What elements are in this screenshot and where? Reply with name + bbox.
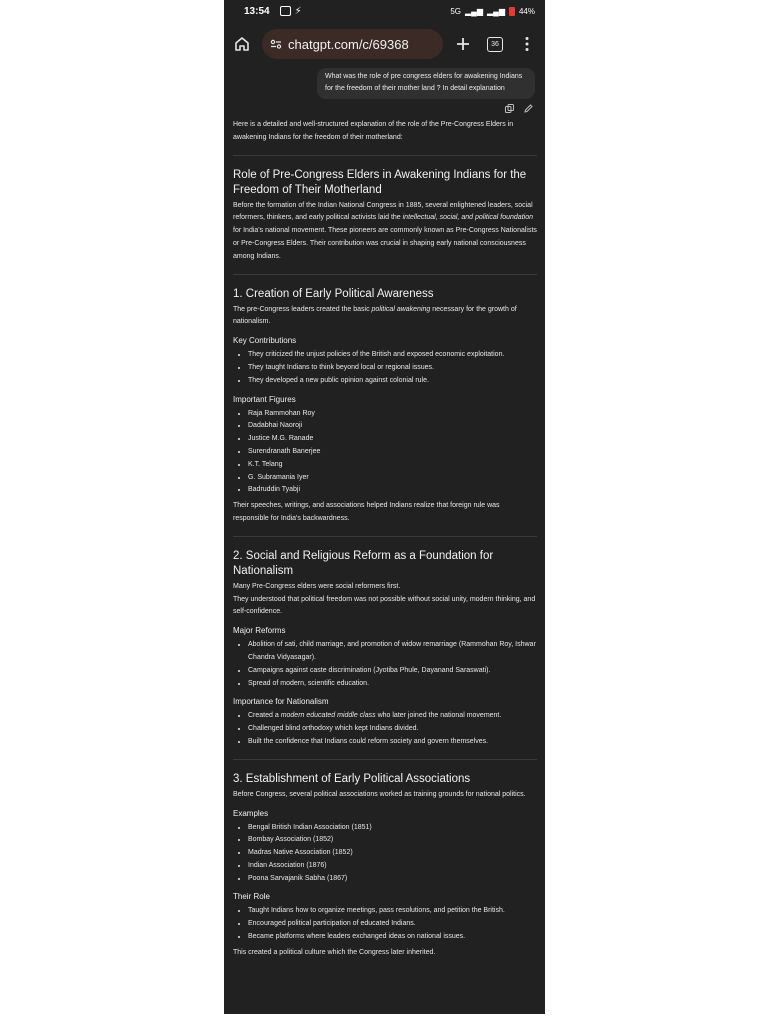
user-message-text: What was the role of pre congress elders for awakening Indians for the freedom of their mother land ? In detail explanation: [325, 73, 523, 92]
battery-icon: [509, 7, 515, 16]
section-2-paragraph-2: They understood that political freedom was not possible without social unity, modern thinking, and self-confidence.: [233, 595, 536, 616]
address-bar[interactable]: [262, 29, 443, 59]
list-item: • Campaigns against caste discrimination (Jyotiba Phule, Dayanand Saraswati).: [248, 665, 537, 678]
list-item: • Bengal British Indian Association (1851): [248, 822, 537, 835]
contributions-list: [233, 349, 537, 387]
flash-icon: ⚡: [294, 5, 302, 17]
list-item: • Taught Indians how to organize meetings, pass resolutions, and petition the British.: [248, 905, 537, 918]
user-message-bubble: [317, 68, 535, 99]
section-1-sub-figures: Important Figures: [233, 394, 296, 404]
site-settings-icon[interactable]: [270, 38, 282, 50]
divider: [233, 274, 537, 275]
divider: [233, 536, 537, 537]
chat-content: [224, 68, 545, 960]
s1-para-emphasis: political awakening: [371, 305, 431, 313]
section-3-sub-role: Their Role: [233, 892, 270, 902]
importance-list: [233, 710, 537, 748]
section-3-sub-examples: Examples: [233, 808, 269, 818]
phone-screen: [224, 0, 545, 1014]
main-para-text-1: Before the formation of the Indian National Congress in 1885, several enlightened leaders, social reformers, thinkers, and early political activists laid the: [233, 201, 533, 222]
tab-count: 36: [487, 37, 503, 52]
signal-icon: ▂▄▆: [465, 6, 483, 16]
home-icon[interactable]: [230, 32, 254, 56]
section-3-title: 3. Establishment of Early Political Associations: [233, 772, 471, 785]
list-item: • Dadabhai Naoroji: [248, 420, 537, 433]
section-2-sub-reforms: Major Reforms: [233, 626, 286, 636]
list-item: • Badruddin Tyabji: [248, 484, 537, 497]
section-1-title: 1. Creation of Early Political Awareness: [233, 287, 434, 300]
edit-icon[interactable]: [524, 104, 533, 113]
importance-text-1: Created a: [248, 712, 281, 720]
examples-list: [233, 822, 537, 886]
role-list: [233, 905, 537, 943]
list-item: • Indian Association (1876): [248, 860, 537, 873]
main-para-text-2: for India's national movement. These pioneers are commonly known as Pre-Congress Nationalists or Pre-Congress Elders. Their contribution was crucial in shaping early national consciousness among Indians.: [233, 227, 537, 260]
url-text: chatgpt.com/c/69368: [288, 36, 409, 52]
section-3-paragraph: Before Congress, several political associations worked as training grounds for national politics.: [233, 790, 526, 798]
divider: [233, 155, 537, 156]
list-item: • Built the confidence that Indians could reform society and govern themselves.: [248, 736, 537, 749]
divider: [233, 759, 537, 760]
s1-para-text-1: The pre-Congress leaders created the basic: [233, 305, 372, 313]
main-paragraph: [233, 200, 537, 264]
list-item: • Challenged blind orthodoxy which kept Indians divided.: [248, 723, 537, 736]
copy-icon[interactable]: [505, 104, 514, 113]
browser-toolbar: [224, 22, 545, 66]
section-3-closing: This created a political culture which the Congress later inherited.: [233, 948, 436, 956]
s1-para-text-2: necessary for the growth of nationalism.: [233, 305, 517, 326]
list-item: • Raja Rammohan Roy: [248, 408, 537, 421]
new-tab-icon[interactable]: [451, 32, 475, 56]
list-item: • They criticized the unjust policies of the British and exposed economic exploitation.: [248, 349, 537, 362]
status-time: 13:54: [244, 5, 270, 17]
list-item: • They taught Indians to think beyond local or regional issues.: [248, 362, 537, 375]
section-2-title: 2. Social and Religious Reform as a Foundation for Nationalism: [233, 549, 494, 577]
importance-text-2: who later joined the national movement.: [375, 712, 502, 720]
section-1-paragraph: [233, 304, 537, 330]
list-item: • They developed a new public opinion against colonial rule.: [248, 375, 537, 388]
section-1-closing: Their speeches, writings, and associations helped Indians realize that foreign rule was responsible for India's backwardness.: [233, 502, 500, 522]
reforms-list: [233, 639, 537, 690]
main-para-emphasis: intellectual, social, and political foundation: [402, 214, 533, 222]
section-2-sub-importance: Importance for Nationalism: [233, 697, 329, 707]
list-item: • Madras Native Association (1852): [248, 847, 537, 860]
tab-switcher-button[interactable]: [483, 32, 507, 56]
list-item: • Justice M.G. Ranade: [248, 433, 537, 446]
importance-emphasis: modern educated middle class: [280, 712, 376, 720]
response-intro: Here is a detailed and well-structured explanation of the role of the Pre-Congress Elders in awakening Indians for the freedom of their motherland:: [233, 121, 514, 141]
list-item: • Poona Sarvajanik Sabha (1867): [248, 873, 537, 886]
status-bar: [224, 0, 545, 22]
list-item: [248, 710, 537, 723]
list-item: • Became platforms where leaders exchanged ideas on national issues.: [248, 931, 537, 944]
network-label: 5G: [450, 6, 462, 16]
list-item: • Encouraged political participation of educated Indians.: [248, 918, 537, 931]
list-item: • Spread of modern, scientific education.: [248, 678, 537, 691]
list-item: • Abolition of sati, child marriage, and promotion of widow remarriage (Rammohan Roy, Ishwar Chandra Vidyasagar).: [248, 639, 537, 665]
battery-level: 44%: [518, 6, 535, 16]
message-actions: [233, 99, 537, 117]
response-heading: Role of Pre-Congress Elders in Awakening Indians for the Freedom of Their Motherland: [233, 168, 527, 196]
section-1-sub-contributions: Key Contributions: [233, 336, 297, 346]
list-item: • Bombay Association (1852): [248, 834, 537, 847]
list-item: • Surendranath Banerjee: [248, 446, 537, 459]
list-item: • K.T. Telang: [248, 459, 537, 472]
overflow-menu-icon[interactable]: [515, 32, 539, 56]
figures-list: [233, 408, 537, 498]
notification-icon: [280, 6, 291, 16]
signal-icon-2: ▂▄▆: [487, 6, 505, 16]
list-item: • G. Subramania Iyer: [248, 472, 537, 485]
section-2-paragraph-1: Many Pre-Congress elders were social reformers first.: [233, 582, 401, 590]
